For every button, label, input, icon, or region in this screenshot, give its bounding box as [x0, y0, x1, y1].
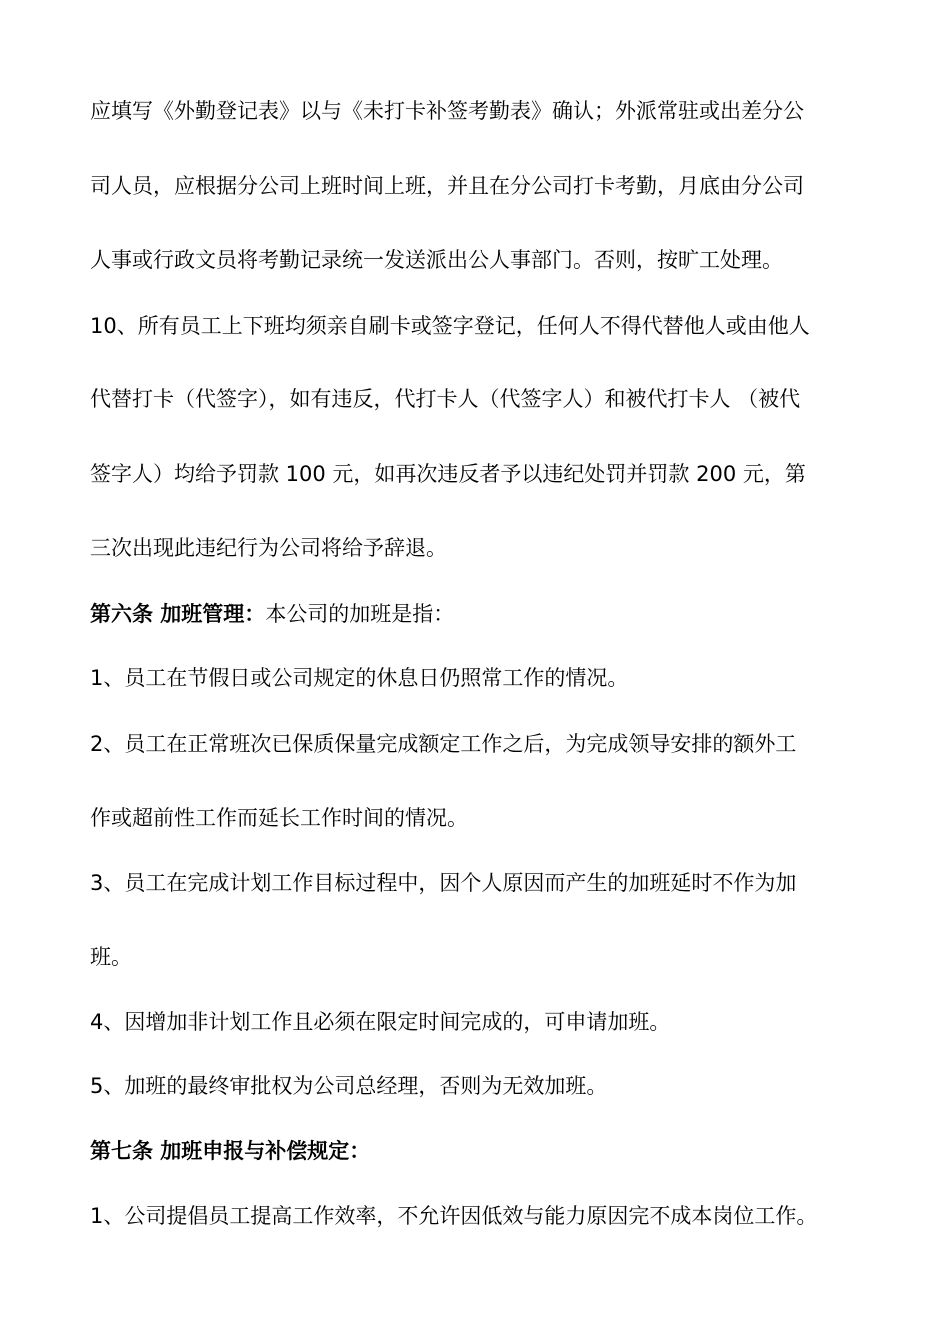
list-item: 2、员工在正常班次已保质保量完成额定工作之后，为完成领导安排的额外工: [90, 732, 797, 756]
list-item: 1、公司提倡员工提高工作效率，不允许因低效与能力原因完不成本岗位工作。: [90, 1204, 818, 1228]
paragraph-line: 三次出现此违纪行为公司将给予辞退。: [90, 536, 447, 560]
article-6-text: 本公司的加班是指：: [265, 602, 455, 626]
article-6-paragraph: [90, 599, 870, 629]
paragraph-line: 签字人）均给予罚款 100 元，如再次违反者予以违纪处罚并罚款 200 元，第: [90, 462, 806, 486]
paragraph-line: 班。: [90, 945, 132, 969]
paragraph-line: 作或超前性工作而延长工作时间的情况。: [90, 806, 468, 830]
article-7-heading: 第七条 加班申报与补偿规定：: [90, 1139, 371, 1163]
paragraph-line: 应填写《外勤登记表》以与《未打卡补签考勤表》确认；外派常驻或出差分公: [90, 99, 804, 123]
paragraph-line: 代替打卡（代签字），如有违反，代打卡人（代签字人）和被代打卡人 （被代: [90, 387, 801, 411]
article-6-heading: 第六条 加班管理：: [90, 602, 266, 626]
list-item: 1、员工在节假日或公司规定的休息日仍照常工作的情况。: [90, 666, 629, 690]
list-item: 5、加班的最终审批权为公司总经理，否则为无效加班。: [90, 1074, 608, 1098]
list-item: 4、因增加非计划工作且必须在限定时间完成的，可申请加班。: [90, 1010, 671, 1034]
paragraph-line: 人事或行政文员将考勤记录统一发送派出公人事部门。否则，按旷工处理。: [90, 248, 783, 272]
paragraph-line: 司人员，应根据分公司上班时间上班，并且在分公司打卡考勤，月底由分公司: [90, 174, 804, 198]
paragraph-line: 10、所有员工上下班均须亲自刷卡或签字登记，任何人不得代替他人或由他人: [90, 314, 810, 338]
list-item: 3、员工在完成计划工作目标过程中，因个人原因而产生的加班延时不作为加: [90, 871, 797, 895]
